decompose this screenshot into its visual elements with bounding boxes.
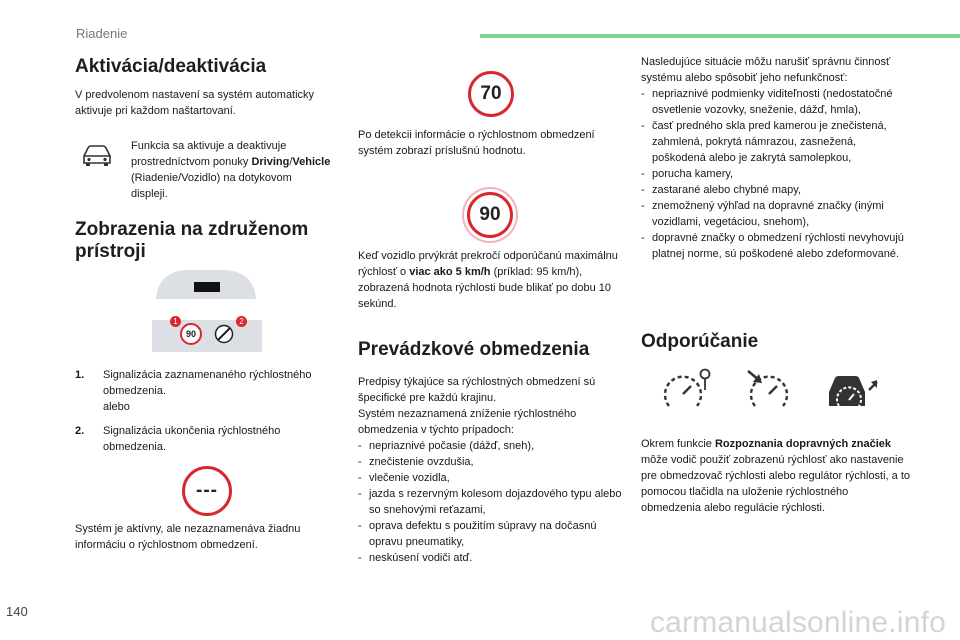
heading-cluster-display: Zobrazenia na združenom prístroji <box>75 219 309 262</box>
list-item: - nepriaznivé počasie (dážď, sneh), <box>358 438 628 454</box>
cruise-control-icon <box>745 368 797 417</box>
heading-cluster-block <box>75 219 345 263</box>
list-item: - neskúsení vodiči atď. <box>358 550 628 566</box>
heading-recommendation: Odporúčanie <box>641 331 759 352</box>
list-item: - dopravné značky o obmedzení rýchlosti nevyhovujú platnej norme, sú poškodené alebo zdeformované. <box>641 230 911 262</box>
watermark: carmanualsonline.info <box>649 606 946 639</box>
column-1 <box>75 56 345 119</box>
list-item: - vlečenie vozidla, <box>358 470 628 486</box>
list-item: - časť predného skla pred kamerou je znečistená, zahmlená, pokrytá námrazou, zasnežená, poškodená alebo je zakrytá samolepkou, <box>641 118 911 166</box>
list-item: - porucha kamery, <box>641 166 911 182</box>
car-settings-icon <box>80 142 114 173</box>
list-item: 1. Signalizácia zaznamenaného rýchlostného obmedzenia. alebo <box>75 369 312 413</box>
no-limit-info-sign: --- <box>182 466 232 516</box>
paragraph-overspeed: Keď vozidlo prvýkrát prekročí odporúčanú maximálnu rýchlosť o viac ako 5 km/h (príklad: 95 km/h), zobrazená hodnota rýchlosti bude blikať po dobu 10 sekúnd. <box>358 250 618 310</box>
speed-limit-sign-70: 70 <box>468 71 514 117</box>
list-item: - zastarané alebo chybné mapy, <box>641 182 911 198</box>
disturbances-list <box>641 86 911 262</box>
heading-activation: Aktivácia/deaktivácia <box>75 56 267 77</box>
paragraph-detection: Po detekcii informácie o rýchlostnom obmedzení systém zobrazí príslušnú hodnotu. <box>358 129 595 157</box>
speed-limit-sign-small: 90 <box>180 323 202 345</box>
limitations-list <box>358 438 628 566</box>
heading-limitations: Prevádzkové obmedzenia <box>358 339 590 360</box>
speed-limit-sign-90: 90 <box>467 192 513 238</box>
heading-limitations-block <box>358 339 628 361</box>
heading-recommendation-block <box>641 331 911 353</box>
disturbances-text: Nasledujúce situácie môžu narušiť správnu činnosť systému alebo spôsobiť jeho nefunkčnosť: - nepriaznivé podmienky viditeľnosti (nedostatočné osvetlenie vozovky, sneženie, dážď, hmla), - časť predného skla pred kamerou je znečistená, zahmlená, pokrytá námrazou, zasnežená, poškodená alebo je zakrytá samolepkou, - porucha kamery, - zastarané alebo chybné mapy, - znemožnený výhľad na dopravné značky (inými vozidlami, vegetáciou, snehom), - dopravné značky o obmedzení rýchlosti nevyhovujú platnej norme, sú poškodené alebo zdeformované. <box>641 54 911 262</box>
limitations-text: Predpisy týkajúce sa rýchlostných obmedzení sú špecifické pre každú krajinu. Systém nezaznamená zníženie rýchlostného obmedzenia v týchto prípadoch: - nepriaznivé počasie (dážď, sneh), - znečistenie ovzdušia, - vlečenie vozidla, - jazda s rezervným kolesom dojazdového typu alebo so snehovými reťazami, - oprava defektu s použitím súpravy na dočasnú opravu pneumatiky, - neskúsení vodiči atď. <box>358 374 628 566</box>
speed-limiter-icon <box>663 368 715 417</box>
paragraph-no-info: Systém je aktívny, ale nezaznamenáva žiadnu informáciu o rýchlostnom obmedzení. <box>75 523 301 551</box>
marker-2: 2 <box>236 316 247 327</box>
paragraph-recommendation: Okrem funkcie Rozpoznania dopravných značiek môže vodič použiť zobrazenú rýchlosť ako nastavenie pre obmedzovač rýchlosti alebo regulátor rýchlosti, a to pomocou tlačidla na uloženie rýchlostného obmedzenia alebo regulácie rýchlosti. <box>641 438 911 514</box>
list-item: - jazda s rezervným kolesom dojazdového typu alebo so snehovými reťazami, <box>358 486 628 518</box>
list-item: - nepriaznivé podmienky viditeľnosti (nedostatočné osvetlenie vozovky, sneženie, dážď, hmla), <box>641 86 911 118</box>
list-item: - znemožnený výhľad na dopravné značky (inými vozidlami, vegetáciou, snehom), <box>641 198 911 230</box>
list-item: - oprava defektu s použitím súpravy na dočasnú opravu pneumatiky, <box>358 518 628 550</box>
instrument-cluster-illustration <box>146 264 266 359</box>
paragraph-default-activation: V predvolenom nastavení sa systém automaticky aktivuje pri každom naštartovaní. <box>75 89 315 117</box>
list-item: 2. Signalizácia ukončenia rýchlostného obmedzenia. <box>75 425 281 453</box>
section-header: Riadenie <box>76 26 128 41</box>
page-number: 140 <box>6 604 28 619</box>
numbered-list <box>75 367 345 455</box>
adaptive-cruise-icon <box>825 368 881 417</box>
list-item: - znečistenie ovzdušia, <box>358 454 628 470</box>
marker-1: 1 <box>170 316 181 327</box>
header-accent-bar <box>480 34 960 38</box>
car-menu-note: Funkcia sa aktivuje a deaktivuje prostredníctvom ponuky Driving/Vehicle (Riadenie/Vozidlo) na dotykovom displeji. <box>131 140 331 200</box>
limit-end-sign-icon <box>214 324 234 349</box>
